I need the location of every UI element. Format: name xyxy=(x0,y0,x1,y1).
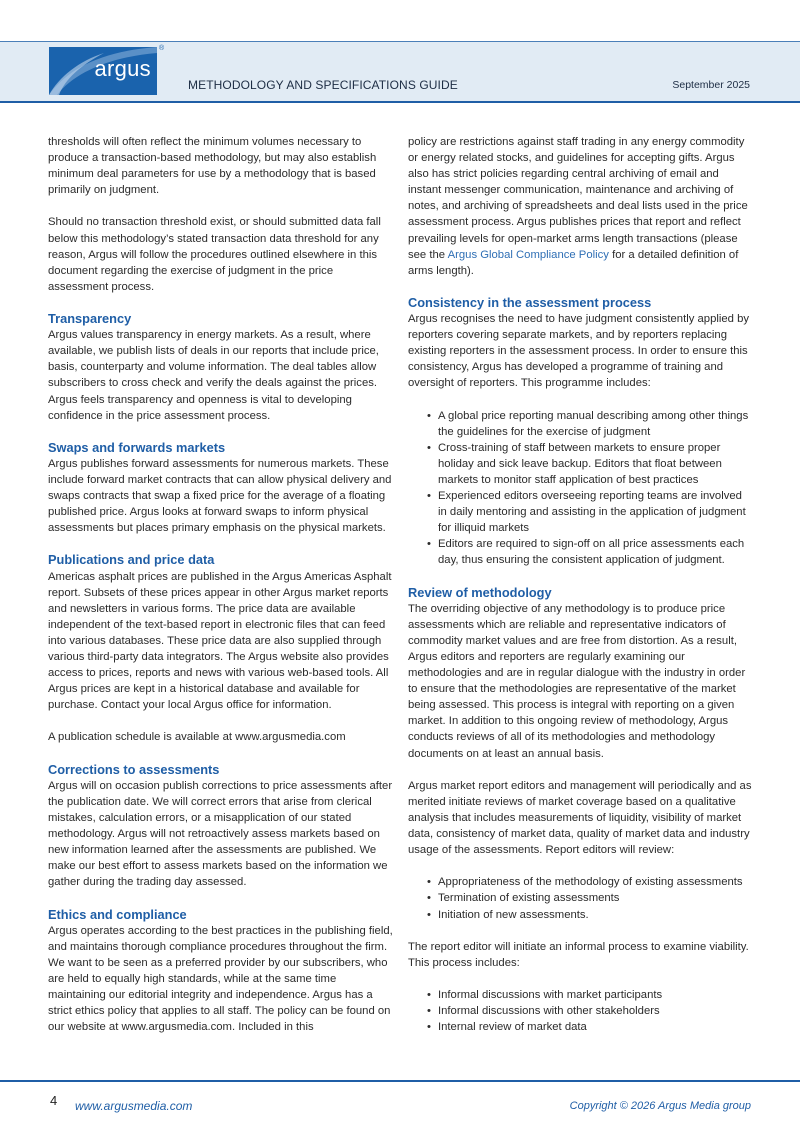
paragraph-corrections: Argus will on occasion publish corrections to price assessments after the publication date. We will correct errors that arise from clerical mistakes, calculation errors, or a misapplication of our stated methodology. Argus will not retroactively assess markets based on new information learned after the assessments are published. We make our best effort to assess markets based on the information we gather during the trading day assessed. xyxy=(48,779,393,889)
footer-divider xyxy=(0,1080,800,1082)
list-item: • Editors are required to sign-off on all price assessments each day, thus ensuring the consistent application of judgment. xyxy=(408,536,753,568)
paragraph-transparency: Argus values transparency in energy markets. As a result, where available, we publish lists of deals in our reports that include price, basis, counterparty and volume information. The deal tables allow subscribers to cross check and verify the deals against the prices. Argus feels transparency and openness is vital to developing confidence in the price assessment process. xyxy=(48,329,379,422)
footer-website-link[interactable]: www.argusmedia.com xyxy=(75,1099,193,1113)
heading-swaps: Swaps and forwards markets xyxy=(48,439,226,455)
list-item: • Termination of existing assessments xyxy=(408,890,753,906)
paragraph-editors: Argus market report editors and management will periodically and as merited initiate reviews of market coverage based on a qualitative analysis that includes measurements of liquidity, visibility of market data, consistency of market data, quality of market data and industry usage of the assessments. Report editors will review: xyxy=(408,779,752,857)
heading-transparency: Transparency xyxy=(48,311,132,327)
registered-mark: ® xyxy=(159,45,165,52)
compliance-policy-link[interactable]: Argus Global Compliance Policy xyxy=(447,248,609,261)
paragraph-no-threshold: Should no transaction threshold exist, or should submitted data fall below this methodology’s stated transaction data threshold for any reason, Argus will follow the procedures outlined elsewhere in this document regarding the exercise of judgment in the price assessment process. xyxy=(48,216,381,293)
policy-text-b: for a detailed definition of arms length). xyxy=(408,248,739,277)
list-item: • A global price reporting manual describing among other things the guidelines for the exercise of judgment xyxy=(408,408,753,440)
paragraph-review: The overriding objective of any methodology is to produce price assessments which are reliable and representative indicators of commodity market values and are free from distortion. As a result, Argus editors and reporters are regularly examining our methodologies and are in regular dialogue with the industry in order to ensure that the methodologies are representative of the market being assessed. This process is integral with reporting on a given market. In addition to this ongoing review of methodology, Argus conducts reviews of all of its methodologies and methodology documents on at least an annual basis. xyxy=(408,602,746,760)
right-column xyxy=(408,134,753,1051)
heading-review: Review of methodology xyxy=(408,584,552,600)
document-title: METHODOLOGY AND SPECIFICATIONS GUIDE xyxy=(188,78,458,92)
argus-logo xyxy=(49,47,157,95)
paragraph-ethics: Argus operates according to the best practices in the publishing field, and maintains thorough compliance procedures throughout the firm. We want to be seen as a preferred provider by our subscribers, who are held to equally high standards, while at the same time maintaining our editorial integrity and independence. Argus has a strict ethics policy that applies to all staff. The policy can be found on our website at www.argusmedia.com. Included in this xyxy=(48,924,393,1034)
heading-ethics: Ethics and compliance xyxy=(48,906,187,922)
paragraph-consistency: Argus recognises the need to have judgment consistently applied by reporters covering separate markets, and by reporters replacing existing reporters in the assessment process. In order to ensure this consistency, Argus has developed a programme of training and oversight of reporters. This programme includes: xyxy=(408,313,750,390)
paragraph-policy xyxy=(408,134,753,279)
list-item: • Informal discussions with other stakeholders xyxy=(408,1003,753,1019)
document-date: September 2025 xyxy=(672,79,750,91)
footer-copyright: Copyright © 2026 Argus Media group xyxy=(569,1100,751,1112)
paragraph-publications: Americas asphalt prices are published in the Argus Americas Asphalt report. Subsets of these prices appear in other Argus market reports and newsletters in various forms. The price data are available independent of the text-based report in electronic files that can feed into various databases. These price data are also supplied through various third-party data integrators. The Argus website also provides access to prices, reports and news with various web-based tools. All Argus prices are kept in a historical database and available for purchase. Contact your local Argus office for information. xyxy=(48,570,392,712)
list-item: • Internal review of market data xyxy=(408,1019,753,1035)
list-item: • Experienced editors overseeing reporting teams are involved in daily mentoring and assisting in the application of judgment for illiquid markets xyxy=(408,488,753,536)
logo-text: argus xyxy=(94,56,151,81)
consistency-list xyxy=(408,408,753,569)
list-item: • Cross-training of staff between markets to ensure proper holiday and sick leave backup. Editors that float between markets to monitor staff application of best practices xyxy=(408,440,753,488)
list-item: • Informal discussions with market participants xyxy=(408,987,753,1003)
review-list xyxy=(408,874,753,922)
list-item: • Initiation of new assessments. xyxy=(408,907,753,923)
heading-publications: Publications and price data xyxy=(48,552,215,568)
heading-corrections: Corrections to assessments xyxy=(48,761,220,777)
paragraph-swaps: Argus publishes forward assessments for numerous markets. These include forward market contracts that can allow physical delivery and swaps contracts that swap a fixed price for the average of a floating published price. Argus looks at forward swaps to inform physical assessments but places primary emphasis on the physical markets. xyxy=(48,457,392,535)
left-column xyxy=(48,134,393,1051)
policy-text-a: policy are restrictions against staff trading in any energy commodity or energy related stocks, and guidelines for accepting gifts. Argus also has strict policies regarding central archiving of email and instant messenger communication, maintenance and archiving of notes, and archiving of spreadsheets and deal lists used in the price assessment process. Argus publishes prices that report and reflect prevailing levels for open-market arms length transactions (please see the xyxy=(408,136,748,261)
list-item: • Appropriateness of the methodology of existing assessments xyxy=(408,874,753,890)
paragraph-thresholds: thresholds will often reflect the minimum volumes necessary to produce a transaction-based methodology, but may also establish minimum deal parameters for use by a methodology that is based primarily on judgment. xyxy=(48,136,377,197)
page-header xyxy=(0,41,800,103)
page-number: 4 xyxy=(50,1093,58,1108)
paragraph-informal: The report editor will initiate an informal process to examine viability. This process includes: xyxy=(408,940,749,969)
paragraph-schedule: A publication schedule is available at www.argusmedia.com xyxy=(48,731,346,744)
informal-list xyxy=(408,987,753,1035)
heading-consistency: Consistency in the assessment process xyxy=(408,294,652,310)
